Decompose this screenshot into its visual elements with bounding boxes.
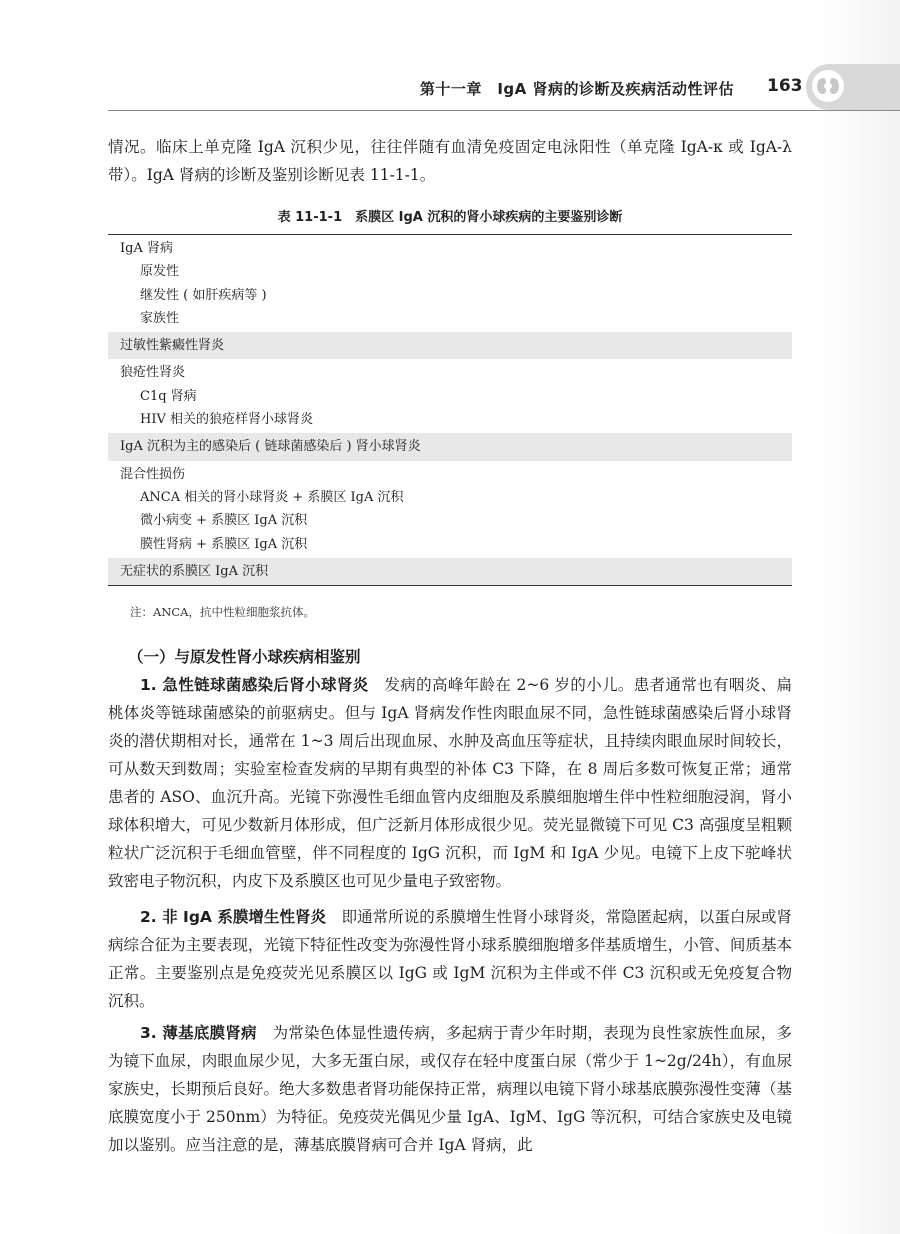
chapter-title: 第十一章 IgA 肾病的诊断及疾病活动性评估 [419,80,734,98]
table-row [108,461,792,558]
table-row [108,359,792,433]
body-paragraph [108,903,792,1015]
table-caption: 表 11-1-1 系膜区 IgA 沉积的肾小球疾病的主要鉴别诊断 [277,210,623,225]
table-row [108,235,792,332]
table-note: 注：ANCA，抗中性粒细胞浆抗体。 [130,605,315,619]
table-item: 家族性 [140,310,180,326]
table-group-title: 混合性损伤 [120,466,186,482]
table-group-title: 狼疮性肾炎 [120,365,186,381]
body-paragraph [108,671,792,895]
table-group-title: 过敏性紫癜性肾炎 [120,338,225,354]
table-item: 膜性肾病 + 系膜区 IgA 沉积 [140,536,308,552]
table-group-title: IgA 肾病 [120,241,173,256]
differential-diagnosis-table [108,234,792,586]
table-row [108,433,792,460]
page-number: 163 [767,76,803,96]
table-item: C1q 肾病 [140,388,197,404]
paragraph-text: 为常染色体显性遗传病，多起病于青少年时期，表现为良性家族性血尿，多为镜下血尿，肉眼血尿少见，大多无蛋白尿，或仅存在轻中度蛋白尿（常少于 1~2g/24h），有血尿家族史，长期预后良好。绝大多数患者肾功能保持正常，病理以电镜下肾小球基底膜弥漫性变薄（基底膜宽度小于 250nm）为特征。免疫荧光偶见少量 IgA、IgM、IgG 等沉积，可结合家族史及电镜加以鉴别。应当注意的是，薄基底膜肾病可合并 IgA 肾病，此 [108,1024,792,1154]
intro-paragraph: 情况。临床上单克隆 IgA 沉积少见，往往伴随有血清免疫固定电泳阳性（单克隆 IgA-κ 或 IgA-λ 带）。IgA 肾病的诊断及鉴别诊断见表 11-1-1。 [108,138,792,184]
paragraph-text: 即通常所说的系膜增生性肾小球肾炎，常隐匿起病，以蛋白尿或肾病综合征为主要表现，光镜下特征性改变为弥漫性肾小球系膜细胞增多伴基质增生，小管、间质基本正常。主要鉴别点是免疫荧光见系膜区以 IgG 或 IgM 沉积为主伴或不伴 C3 沉积或无免疫复合物沉积。 [108,908,792,1010]
body-paragraph [108,1019,792,1159]
table-group-title: IgA 沉积为主的感染后 ( 链球菌感染后 ) 肾小球肾炎 [120,439,421,455]
table-row [108,558,792,585]
table-item: HIV 相关的狼疮样肾小球肾炎 [140,412,313,428]
table-item: ANCA 相关的肾小球肾炎 + 系膜区 IgA 沉积 [140,489,404,505]
running-header [0,64,900,112]
section-heading: （一）与原发性肾小球疾病相鉴别 [128,648,361,666]
kidney-logo-icon [812,70,844,102]
table-group-title: 无症状的系膜区 IgA 沉积 [120,563,269,579]
paragraph-heading: 3. 薄基底膜肾病 [140,1024,257,1042]
table-item: 原发性 [140,264,180,280]
table-row [108,332,792,359]
table-item: 继发性 ( 如肝疾病等 ) [140,287,267,303]
paragraph-text: 发病的高峰年龄在 2~6 岁的小儿。患者通常也有咽炎、扁桃体炎等链球菌感染的前驱病史。但与 IgA 肾病发作性肉眼血尿不同，急性链球菌感染后肾小球肾炎的潜伏期相对长，通常在 1~3 周后出现血尿、水肿及高血压等症状，且持续肉眼血尿时间较长，可从数天到数周；实验室检查发病的早期有典型的补体 C3 下降，在 8 周后多数可恢复正常；通常患者的 ASO、血沉升高。光镜下弥漫性毛细血管内皮细胞及系膜细胞增生伴中性粒细胞浸润，肾小球体积增大，可见少数新月体形成，但广泛新月体形成很少见。荧光显微镜下可见 C3 高强度呈粗颗粒状广泛沉积于毛细血管壁，伴不同程度的 IgG 沉积，而 IgM 和 IgA 少见。电镜下上皮下驼峰状致密电子物沉积，内皮下及系膜区也可见少量电子致密物。 [108,676,792,890]
header-rule [108,110,900,111]
paragraph-heading: 2. 非 IgA 系膜增生性肾炎 [140,908,327,926]
paragraph-heading: 1. 急性链球菌感染后肾小球肾炎 [140,676,369,694]
table-item: 微小病变 + 系膜区 IgA 沉积 [140,513,308,529]
